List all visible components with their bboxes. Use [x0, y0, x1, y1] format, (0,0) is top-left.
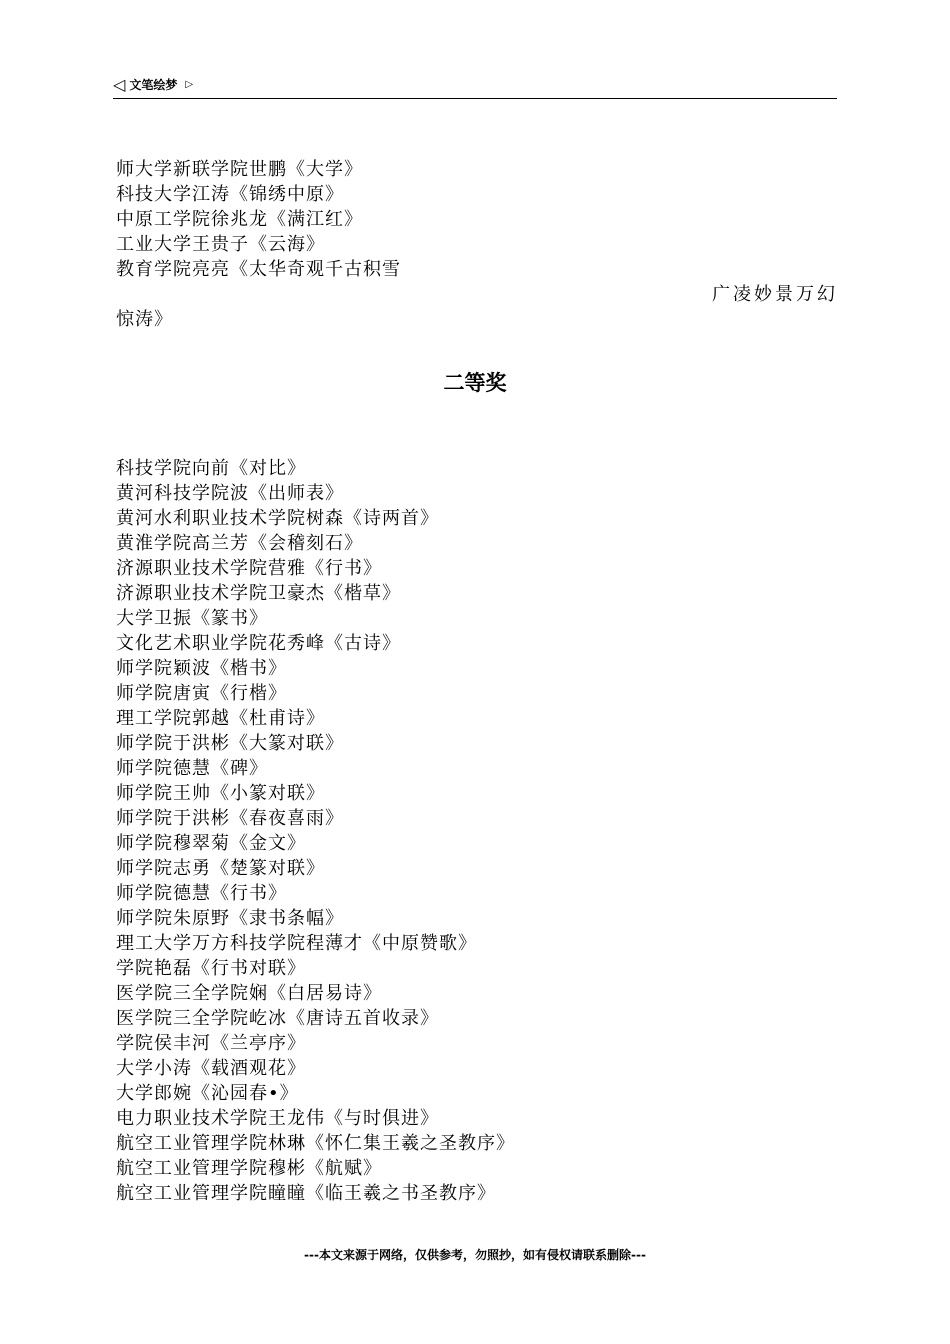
list-item: 济源职业技术学院卫豪杰《楷草》: [116, 583, 401, 604]
list-item: 科技学院向前《对比》: [116, 458, 306, 479]
list-item: 大学小涛《载酒观花》: [116, 1058, 306, 1079]
list-item: 师学院王帅《小篆对联》: [116, 783, 325, 804]
list-item: 师学院于洪彬《大篆对联》: [116, 733, 344, 754]
list-item: 航空工业管理学院穆彬《航赋》: [116, 1158, 382, 1179]
second-prize-list: [116, 456, 838, 1206]
list-item: 文化艺术职业学院花秀峰《古诗》: [116, 633, 401, 654]
list-item: 学院侯丰河《兰亭序》: [116, 1033, 306, 1054]
list-item: 理工学院郭越《杜甫诗》: [116, 708, 325, 729]
list-item: 师学院于洪彬《春夜喜雨》: [116, 808, 344, 829]
list-item: 黄河水利职业技术学院树森《诗两首》: [116, 508, 439, 529]
list-item: 师学院穆翠菊《金文》: [116, 833, 306, 854]
list-item: 电力职业技术学院王龙伟《与时俱进》: [116, 1108, 439, 1129]
list-item: 理工大学万方科技学院程薄才《中原赞歌》: [116, 933, 477, 954]
list-item: 黄淮学院高兰芳《会稽刻石》: [116, 533, 363, 554]
list-item: 黄河科技学院波《出师表》: [116, 483, 344, 504]
list-item: 师学院志勇《楚篆对联》: [116, 858, 325, 879]
list-item: 学院艳磊《行书对联》: [116, 958, 306, 979]
list-item: 师学院朱原野《隶书条幅》: [116, 908, 344, 929]
page-header: [113, 74, 837, 99]
list-item: 科技大学江涛《锦绣中原》: [116, 184, 344, 205]
list-item: 教育学院亮亮《太华奇观千古积雪: [116, 259, 401, 280]
header-title: 文笔绘梦: [129, 78, 178, 92]
list-item: 航空工业管理学院林琳《怀仁集王羲之圣教序》: [116, 1133, 515, 1154]
page-footer: ---本文来源于网络，仅供参考，勿照抄，如有侵权请联系删除---: [304, 1248, 646, 1262]
list-item: 大学卫振《篆书》: [116, 608, 268, 629]
list-item: 师学院德慧《碑》: [116, 758, 268, 779]
list-item: 医学院三全学院屹冰《唐诗五首收录》: [116, 1008, 439, 1029]
list-item: 师学院颖波《楷书》: [116, 658, 287, 679]
triangle-left-icon: ◁: [113, 75, 126, 94]
section-heading-second-prize: 二等奖: [443, 371, 507, 395]
list-item-continuation: 广凌妙景万幻: [712, 284, 838, 305]
list-item: 航空工业管理学院瞳瞳《临王羲之书圣教序》: [116, 1183, 496, 1204]
triangle-right-icon: ▷: [185, 79, 194, 90]
list-item: 工业大学王贵子《云海》: [116, 234, 325, 255]
list-item: 大学郎婉《沁园春•》: [116, 1083, 299, 1104]
list-item-continuation-end: 惊涛》: [116, 309, 173, 330]
list-item: 医学院三全学院娴《白居易诗》: [116, 983, 382, 1004]
list-item: 师学院唐寅《行楷》: [116, 683, 287, 704]
list-item: 济源职业技术学院营雅《行书》: [116, 558, 382, 579]
list-item: 师学院德慧《行书》: [116, 883, 287, 904]
list-item: 中原工学院徐兆龙《满江红》: [116, 209, 363, 230]
header-brand: [113, 76, 193, 94]
first-prize-continued-list: [116, 157, 838, 332]
list-item: 师大学新联学院世鹏《大学》: [116, 159, 363, 180]
